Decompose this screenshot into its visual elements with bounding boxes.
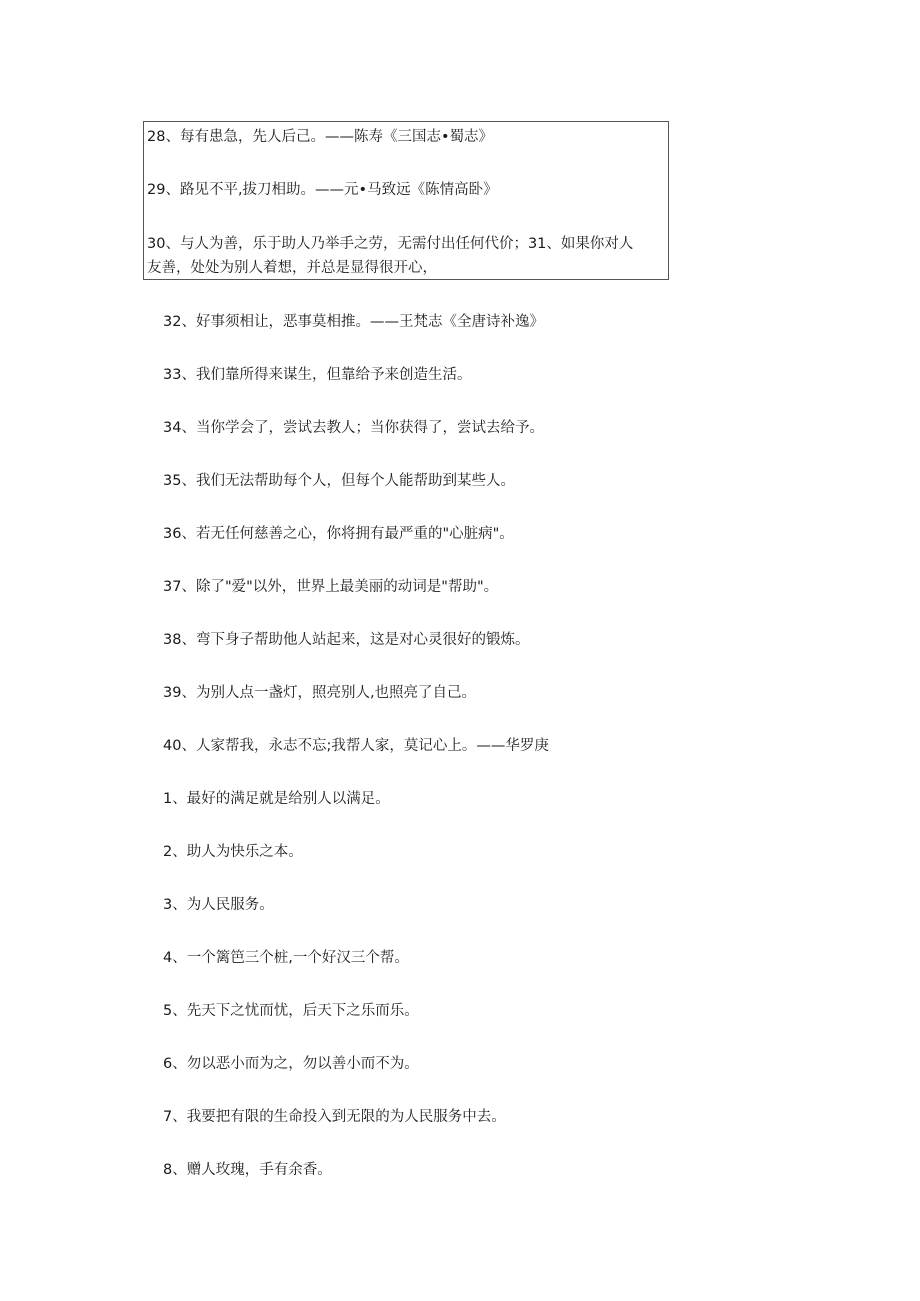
quote-line: 33、我们靠所得来谋生，但靠给予来创造生活。 xyxy=(163,367,472,383)
quote-line: 28、每有患急，先人后己。——陈寿《三国志•蜀志》 xyxy=(147,129,494,145)
quote-line: 2、助人为快乐之本。 xyxy=(163,844,303,860)
quote-line: 8、赠人玫瑰，手有余香。 xyxy=(163,1162,332,1178)
quote-line: 39、为别人点一盏灯，照亮别人,也照亮了自己。 xyxy=(163,685,477,701)
quote-line: 3、为人民服务。 xyxy=(163,897,274,913)
quote-line: 6、勿以恶小而为之，勿以善小而不为。 xyxy=(163,1056,419,1072)
quote-line: 38、弯下身子帮助他人站起来，这是对心灵很好的锻炼。 xyxy=(163,632,530,648)
quote-line: 36、若无任何慈善之心，你将拥有最严重的"心脏病"。 xyxy=(163,526,514,542)
bordered-quote-box xyxy=(143,121,669,280)
quote-line: 37、除了"爱"以外，世界上最美丽的动词是"帮助"。 xyxy=(163,579,499,595)
quote-line: 30、与人为善，乐于助人乃举手之劳，无需付出任何代价；31、如果你对人 xyxy=(147,236,634,252)
quote-line: 40、人家帮我，永志不忘;我帮人家，莫记心上。——华罗庚 xyxy=(163,738,549,754)
quote-line: 34、当你学会了，尝试去教人；当你获得了，尝试去给予。 xyxy=(163,420,544,436)
quote-line: 35、我们无法帮助每个人，但每个人能帮助到某些人。 xyxy=(163,473,515,489)
quote-line: 1、最好的满足就是给别人以满足。 xyxy=(163,791,390,807)
quote-line: 32、好事须相让，恶事莫相推。——王梵志《全唐诗补逸》 xyxy=(163,314,544,330)
quote-line: 7、我要把有限的生命投入到无限的为人民服务中去。 xyxy=(163,1109,506,1125)
quote-line: 4、一个篱笆三个桩,一个好汉三个帮。 xyxy=(163,950,409,966)
quote-line: 5、先天下之忧而忧，后天下之乐而乐。 xyxy=(163,1003,419,1019)
quote-line: 友善，处处为别人着想，并总是显得很开心， xyxy=(147,260,437,276)
quote-line: 29、路见不平,拔刀相助。——元•马致远《陈情高卧》 xyxy=(147,182,498,198)
